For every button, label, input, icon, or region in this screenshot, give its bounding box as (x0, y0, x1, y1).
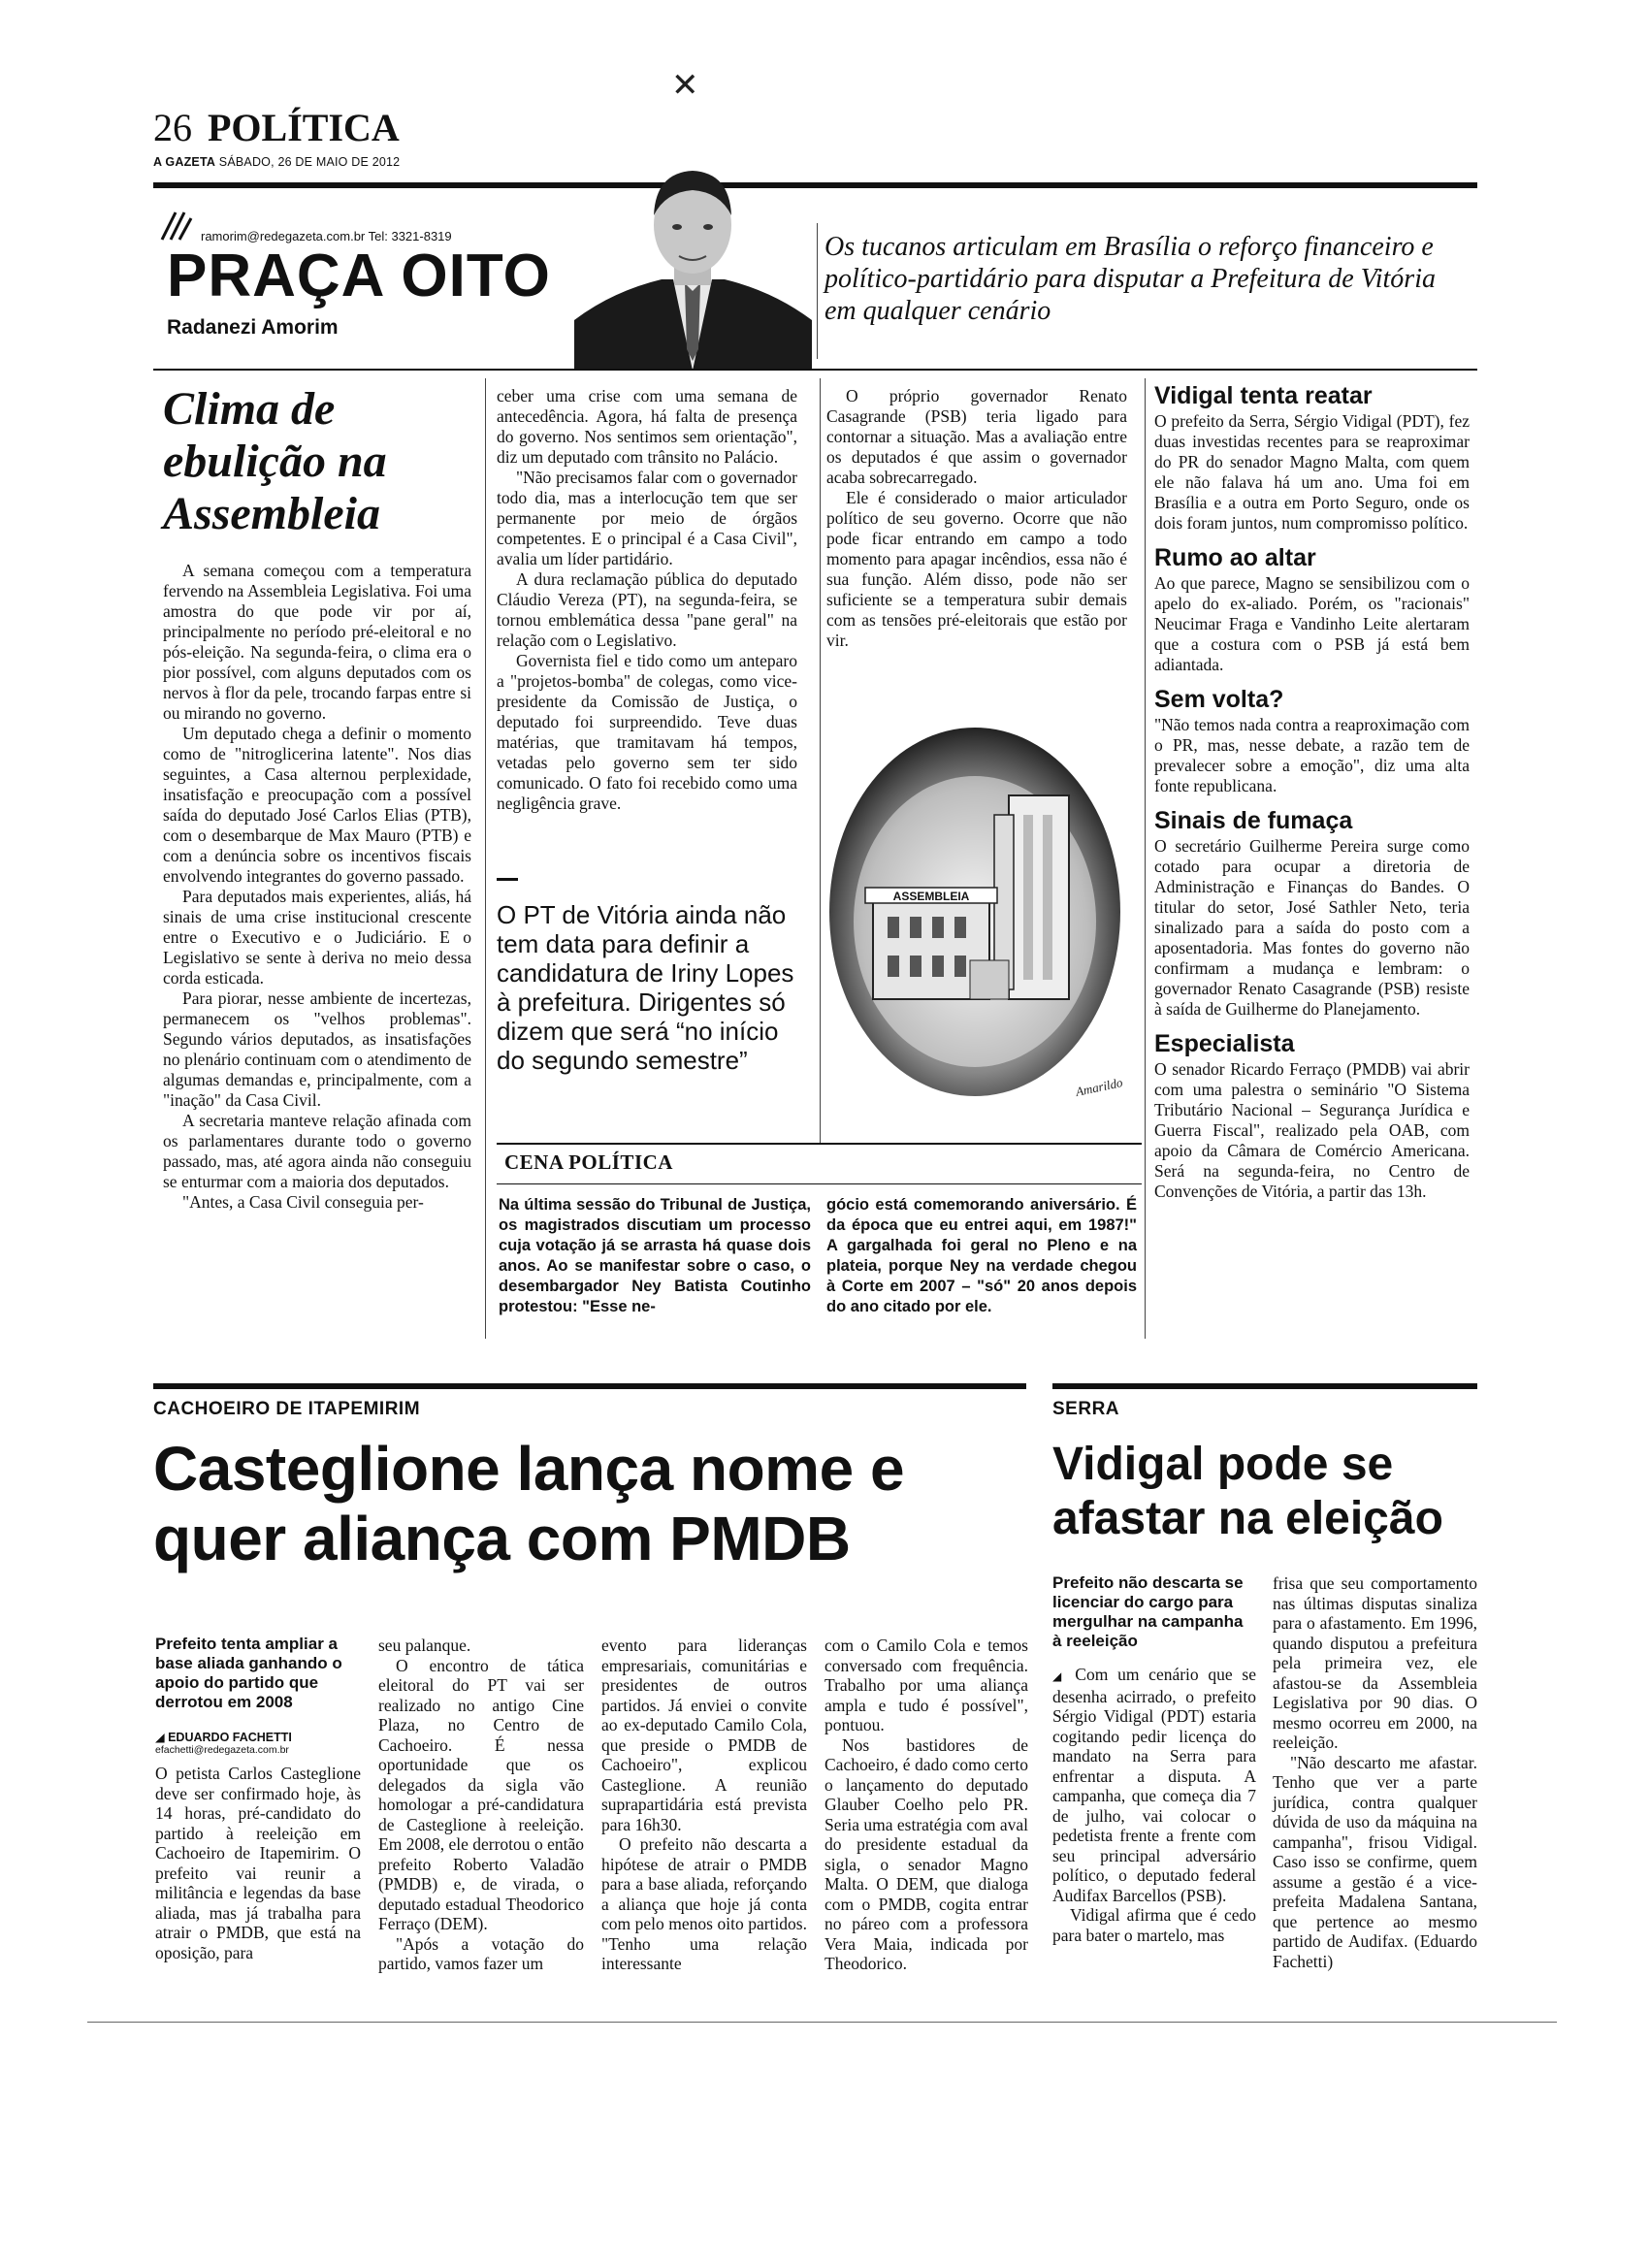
serra-col1 (1052, 1573, 1256, 1945)
main-article-col3 (826, 386, 1127, 651)
column-contact: ramorim@redegazeta.com.br Tel: 3321-8319 (201, 229, 452, 243)
paragraph: Governista fiel e tido como um anteparo a "projetos-bomba" de colegas, como vice-presidente da Comissão de Justiça, o deputado foi surpreendido. Teve duas matérias, que tramitavam há tempos, vetadas pelo governo sem ter sido comunicado. O fato foi recebido como uma negligência grave. (497, 651, 797, 813)
tagline-divider (817, 223, 818, 359)
cachoeiro-col1 (155, 1635, 361, 1962)
paragraph: ceber uma crise com uma semana de antecedência. Agora, há falta de presença do governo. Nos sentimos sem orientação", diz um deputado com trânsito no Palácio. (497, 386, 797, 467)
cachoeiro-col2 (378, 1636, 584, 1974)
page-number: 26 (153, 106, 192, 149)
main-article-col2 (497, 386, 797, 814)
byline-name: EDUARDO FACHETTI (168, 1731, 292, 1744)
cachoeiro-col3 (601, 1636, 807, 1974)
cachoeiro-headline: Casteglione lança nome e quer aliança com PMDB (153, 1434, 905, 1573)
note (1154, 1031, 1470, 1202)
serra-top-rule (1052, 1383, 1477, 1389)
column-name: PRAÇA OITO (167, 243, 551, 309)
section-name: POLÍTICA (208, 106, 400, 149)
paragraph: O próprio governador Renato Casagrande (PSB) teria ligado para contornar a situação. Mas a avaliação entre os deputados é que assim o governador acaba sobrecarregado. (826, 386, 1127, 487)
serra-col2 (1273, 1573, 1477, 1971)
cachoeiro-kicker: CACHOEIRO DE ITAPEMIRIM (153, 1399, 421, 1419)
paragraph: "Não precisamos falar com o governador todo dia, mas a interlocução tem que ser permanente por meio de órgãos competentes. E o principal é a Casa Civil", avalia um líder partidário. (497, 468, 797, 568)
paragraph: Para piorar, nesse ambiente de incertezas, permanecem os "velhos problemas". Segundo vários deputados, as insatisfações no plenário continuam com o atendimento de algumas demandas e, principalmente, com a "inação" da Casa Civil. (163, 988, 471, 1110)
note-title: Sinais de fumaça (1154, 807, 1353, 834)
serra-deck: Prefeito não descarta se licenciar do cargo para mergulhar na campanha à reeleição (1052, 1573, 1244, 1650)
paragraph: ◢ Com um cenário que se desenha acirrado, o prefeito Sérgio Vidigal (PDT) estaria cogitando pedir licença do mandato na Serra para enfrentar a disputa. A campanha, que começa dia 7 de julho, vai colocar o pedetista frente a frente com seu principal adversário político, o deputado federal Audifax Barcellos (PSB). (1052, 1665, 1256, 1905)
paragraph: evento para lideranças empresariais, comunitárias e presidentes de outros partidos. Já enviei o convite ao ex-deputado Camilo Cola, que preside o PMDB de Cachoeiro", explicou Casteglione. A reunião suprapartidária está prevista para 16h30. (601, 1636, 807, 1834)
cena-text-left: Na última sessão do Tribunal de Justiça, os magistrados discutiam um processo cuja votação já se arrasta há quase dois anos. Ao se manifestar sobre o caso, o desembargador Ney Batista Coutinho protestou: "Esse ne- (499, 1196, 811, 1315)
note (1154, 383, 1470, 534)
paragraph: "Não descarto me afastar. Tenho que ver a parte jurídica, contra qualquer dúvida de uso da máquina na campanha", frisou Vidigal. Caso isso se confirme, quem assume a gestão é a vice-prefeita Madalena Santana, que pertence ao mesmo partido de Audifax. (Eduardo Fachetti) (1273, 1752, 1477, 1971)
serra-kicker: SERRA (1052, 1399, 1120, 1419)
cena-text-right: gócio está comemorando aniversário. É da época que eu entrei aqui, em 1987!" A gargalhada foi geral no Pleno e na plateia, porque Ney na verdade chegou à Corte em 2007 – "só" 20 anos depois do ano citado por ele. (826, 1196, 1137, 1315)
note-title: Vidigal tenta reatar (1154, 382, 1373, 409)
note-text: O prefeito da Serra, Sérgio Vidigal (PDT), fez duas investidas recentes para se reaproximar do PR do senador Magno Malta, com quem ele não falava há um ano. Uma foi em Brasília e a outra em Porto Seguro, onde os dois foram juntos, num compromisso político. (1154, 411, 1470, 533)
edition-date: SÁBADO, 26 DE MAIO DE 2012 (218, 155, 401, 169)
paragraph-text: Com um cenário que se desenha acirrado, o prefeito Sérgio Vidigal (PDT) estaria cogitando pedir licença do mandato na Serra para enfrentar a disputa. A campanha, que começa dia 7 de julho, vai colocar o pedetista frente a frente com seu principal adversário político, o deputado federal Audifax Barcellos (PSB). (1052, 1665, 1256, 1905)
column-divider (485, 378, 486, 1339)
pullquote-rule (497, 878, 518, 881)
note-title: Sem volta? (1154, 686, 1284, 713)
main-headline: Clima de ebulição na Assembleia (163, 383, 387, 539)
paragraph: "Após a votação do partido, vamos fazer um (378, 1933, 584, 1973)
column-divider (1145, 378, 1146, 1339)
notes-column (1154, 383, 1470, 1214)
note-title: Especialista (1154, 1030, 1295, 1057)
note (1154, 545, 1470, 675)
cena-title: CENA POLÍTICA (504, 1150, 673, 1174)
column-head-rule (153, 369, 1477, 371)
note-text: O senador Ricardo Ferraço (PMDB) vai abrir com uma palestra o seminário "O Sistema Tributário Nacional – Segurança Jurídica e Guerra Fiscal", realizado pela OAB, com apoio da Câmara de Comércio Americana. Será na segunda-feira, no Centro de Convenções de Vitória, a partir das 13h. (1154, 1059, 1470, 1201)
cena-title-rule (497, 1183, 1142, 1184)
column-tagline: Os tucanos articulam em Brasília o reforço financeiro e político-partidário para disputar a Prefeitura de Vitória em qualquer cenário (824, 232, 1436, 326)
cachoeiro-top-rule (153, 1383, 1026, 1389)
paragraph: Vidigal afirma que é cedo para bater o martelo, mas (1052, 1905, 1256, 1945)
header-rule (153, 182, 1477, 188)
cartoon-signature: Amarildo (1074, 1075, 1124, 1099)
paper-name: A GAZETA (153, 155, 216, 169)
paragraph: A semana começou com a temperatura fervendo na Assembleia Legislativa. Foi uma amostra do que pode vir por aí, principalmente no período pré-eleitoral e no pós-eleição. Na segunda-feira, o clima era o pior possível, com alguns deputados com os nervos à flor da pele, trocando farpas entre si ou mirando no governo. (163, 561, 471, 723)
paragraph: O petista Carlos Casteglione deve ser confirmado hoje, às 14 horas, pré-candidato do partido à reeleição em Cachoeiro de Itapemirim. O prefeito vai reunir a militância e legendas da base aliada, mas já trabalha para atrair o PMDB, que está na oposição, para (155, 1764, 361, 1962)
paragraph: "Antes, a Casa Civil conseguia per- (182, 1192, 424, 1212)
paragraph: Nos bastidores de Cachoeiro, é dado como certo o lançamento do deputado Glauber Coelho pelo PR. Seria uma estratégia com aval do presidente estadual da sigla, o senador Magno Malta. O DEM, que dialoga com o PMDB, cogita entrar no páreo com a professora Vera Maia, indicada por Theodorico. (824, 1734, 1028, 1973)
cena-top-rule (497, 1143, 1142, 1145)
column-author: Radanezi Amorim (167, 316, 339, 339)
paragraph: Para deputados mais experientes, aliás, há sinais de uma crise institucional crescente entre o Executivo e o Judiciário. E o Legislativo se sente à deriva no meio dessa corda esticada. (163, 887, 471, 988)
columnist-photo (574, 155, 812, 371)
paragraph: Um deputado chega a definir o momento como de "nitroglicerina latente". Nos dias seguintes, a Casa alternou perplexidade, insatisfação e preocupação com a possível saída do deputado José Carlos Elias (PTB), com o desembarque de Max Mauro (PTB) e com a denúncia sobre os incentivos fiscais envolvendo integrantes do governo passado. (163, 724, 471, 886)
corner-mark: ✕ (671, 67, 699, 104)
paragraph: A dura reclamação pública do deputado Cláudio Vereza (PT), na segunda-feira, se tornou emblemática dessa "pane geral" na relação com o Legislativo. (497, 569, 797, 650)
note-title: Rumo ao altar (1154, 544, 1316, 571)
cachoeiro-col1-text (155, 1764, 361, 1962)
paragraph: O encontro de tática eleitoral do PT vai ser realizado no antigo Cine Plaza, no Centro de Cachoeiro. É nessa oportunidade que os delegados da sigla vão homologar a pré-candidatura de Casteglione à reeleição. Em 2008, ele derrotou o então prefeito Roberto Valadão (PMDB) e, de virada, o deputado estadual Theodorico Ferraço (DEM). (378, 1655, 584, 1933)
paragraph: A secretaria manteve relação afinada com os parlamentares durante todo o governo passado, mas, até agora ainda não conseguiu se enturmar com a maioria dos deputados. (163, 1111, 471, 1191)
paragraph: frisa que seu comportamento nas últimas disputas sinaliza para o afastamento. Em 1996, quando disputou a prefeitura pela primeira vez, ele afastou-se da Assembleia Legislativa por 90 dias. O mesmo ocorreu em 2000, na reeleição. (1273, 1573, 1477, 1752)
main-article-col1 (163, 561, 471, 1213)
pullquote: O PT de Vitória ainda não tem data para definir a candidatura de Iriny Lopes à prefeitura. Dirigentes só dizem que será “no início do segundo semestre” (497, 900, 794, 1075)
column-divider (820, 378, 821, 1145)
cachoeiro-col4 (824, 1636, 1028, 1974)
cachoeiro-byline: ◢ EDUARDO FACHETTI (155, 1731, 292, 1744)
cachoeiro-email: efachetti@redegazeta.com.br (155, 1744, 289, 1756)
paragraph: O prefeito não descarta a hipótese de atrair o PMDB para a base aliada, reforçando a aliança que hoje já conta com pelo menos oito partidos. "Tenho uma relação interessante (601, 1834, 807, 1973)
cachoeiro-deck: Prefeito tenta ampliar a base aliada ganhando o apoio do partido que derrotou em 2008 (155, 1635, 342, 1711)
serra-col1-text (1052, 1665, 1256, 1945)
note (1154, 687, 1470, 796)
cartoon-building-label: ASSEMBLEIA (892, 890, 970, 903)
paragraph: seu palanque. (378, 1636, 471, 1655)
note-text: "Não temos nada contra a reaproximação com o PR, mas, nesse debate, a razão tem de prevalecer sobre a emoção", diz uma alta fonte republicana. (1154, 715, 1470, 795)
paragraph: com o Camilo Cola e temos conversado com frequência. Trabalho por uma aliança ampla e tudo é possível", pontuou. (824, 1636, 1028, 1734)
serra-headline: Vidigal pode se afastar na eleição (1052, 1439, 1443, 1544)
note-text: O secretário Guilherme Pereira surge como cotado para ocupar a diretoria de Administração e Finanças do Bandes. O titular do setor, José Sathler Neto, teria sinalizado para a saída do posto com a aposentadoria. Mas fontes do governo não confirmam a mudança e lembram: o governador Renato Casagrande (PSB) resiste à saída de Guilherme do Planejamento. (1154, 836, 1470, 1019)
note (1154, 808, 1470, 1020)
page-folio (153, 107, 400, 149)
paragraph: Ele é considerado o maior articulador político de seu governo. Ocorre que não pode ficar entrando em campo a todo momento para apagar incêndios, essa não é sua função. Além disso, pode não ser suficiente se a temperatura subir demais com as tensões pré-eleitorais que estão por vir. (826, 488, 1127, 650)
assembleia-cartoon (824, 669, 1130, 1116)
dateline (153, 155, 400, 169)
column-logo-mark (160, 209, 193, 242)
page-bottom-rule (87, 2022, 1557, 2023)
note-text: Ao que parece, Magno se sensibilizou com o apelo do ex-aliado. Porém, os "racionais" Neucimar Fraga e Vandinho Leite alertaram que a costura com o PSB já está bem adiantada. (1154, 573, 1470, 674)
